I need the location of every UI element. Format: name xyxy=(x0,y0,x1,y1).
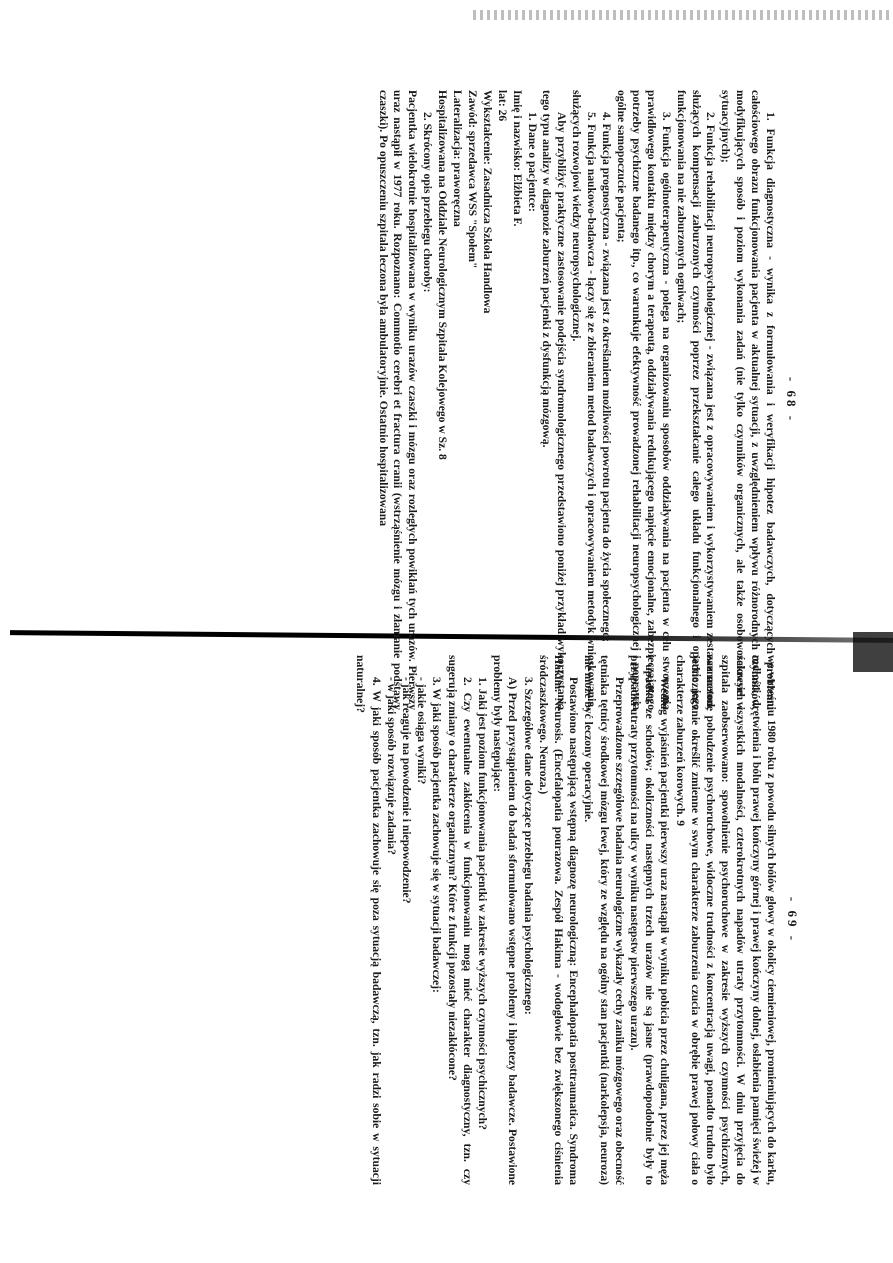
paragraph: Postawiono następującą wstępną diagnozę neurologiczną: Encephalopatia posttraumatica. Syndroma Hakim. Neurosis. (Encefalopatia pourazowa. Zespół Hakima - wodogłowie bez zwiększonego ciśnienia śródczaszkowego. Neuroza.) xyxy=(536,655,581,1185)
paragraph: 1. Funkcja diagnostyczna - wynika z formułowania i weryfikacji hipotez badawczych, dotyczących problemu całościowego obrazu funkcjonowania pacjenta w aktualnej sytuacji, z uwzględnieniem wpływu różnorodnych czynników, modyfikujących sposób i poziom wykonania zadań (nie tylko czynników organicznych, ale także osobowościowych i sytuacyjnych); xyxy=(719,90,778,710)
paragraph: 3. Funkcja ogólnoterapeutyczna - polega na organizowaniu sposobów oddziaływania na pacjenta w celu stworzenia prawidłowego kontaktu między chorym a terapeutą, oddziaływania redukującego napięcie emocjonalne, zabezpieczającego potrzeby psychiczne badanego itp., co warunkuje efektywność prowadzonej rehabilitacji neuropsychologicznej i poprawia ogólne samopoczucie pacjenta; xyxy=(615,90,673,710)
paragraph: Hospitalizowana na Oddziale Neurologicznym Szpitala Kolejowego w Sz. 8 xyxy=(436,90,450,460)
paragraph: 2. Funkcja rehabilitacji neuropsychologicznej - związana jest z opracowywaniem i wykorzystywaniem zestawu metod, służących kompensacji zaburzonych czynności poprzez przekształcanie całego układu funkcjonalnego i oparcie jego funkcjonowania na nie zaburzonych ogniwach; xyxy=(674,90,718,710)
paragraph: Aby przybliżyć praktyczne zastosowanie podejścia syndromologicznego przedstawiono poniżej przykład wykorzystania tego typu analizy w diagnozie zaburzeń pacjenki z dysfunkcją mózgową. xyxy=(540,90,569,710)
paragraph: - w jaki sposób rozwiązuje zadania? xyxy=(384,677,398,855)
scan-edge-right xyxy=(853,632,893,672)
paragraph: 4. Funkcja prognostyczna - związana jest z określaniem możliwości powrotu pacjenta do życia społecznego; xyxy=(600,112,614,643)
page-number: - 69 - xyxy=(785,896,800,944)
paragraph: Zawód: sprzedawca WSS "Społem" xyxy=(465,90,479,269)
paragraph: Imię i nazwisko: Elżbieta F. xyxy=(510,90,524,227)
paragraph: A) Przed przystąpieniem do badań sformułowano wstępne problemy i hipotezy badawcze. Postawione problemy były następujące: xyxy=(491,655,520,1185)
page-68-paragraphs xyxy=(375,90,777,710)
paragraph: 5. Funkcja naukowo-badawcza - łączy się ze zbieraniem metod badawczych i opracowywaniem metodyk wnioskowania, służących rozwojowi wiedzy neuropsychologicznej. xyxy=(570,90,599,710)
paragraph: 2. Czy ewentualne zakłócenia w funkcjonowaniu mogą mieć charakter diagnostyczny, tzn. czy sugerują zmiany o charakterze organicznym? Które z funkcji pozostały niezakłócone? xyxy=(445,655,474,1185)
paragraph: we wrześniu 1980 roku z powodu silnych bólów głowy w okolicy ciemieniowej, promieniujących do karku, mdłości, drętwienia i bólu prawej kończyny górnej i prawej kończyny dolnej, osłabienia pamięci świeżej w zakresie wszystkich modalności, czterokrotnych napadów utraty przytomności. W dniu przyjęcia do szpitala zaobserwowano: spowolnienie psychoruchowe w zakresie wyższych czynności psychicznych, zaznaczone pobudzenie psychoruchowe, widoczne trudności z koncentracją uwagi, ponadto trudno było jednoznacznie określić zmienne w swym charakterze zaburzenia czucia w obrębie prawej połowy ciała o charakterze zaburzeń korowych. 9 xyxy=(673,655,778,1185)
paragraph: 4. W jaki sposób pacjentka zachowuje się poza sytuacją badawczą, tzn. jak radzi sobie w sytuacji naturalnej? xyxy=(354,655,383,1185)
paragraph: 3. W jaki sposób pacjentka zachowuje się w sytuacji badawczej: xyxy=(430,677,444,993)
paragraph: 3. Szczegółowe dane dotyczące przebiegu badania psychologicznego: xyxy=(521,677,535,1015)
scan-noise-top xyxy=(473,10,893,20)
paragraph: Wykształcenie: Zasadnicza Szkoła Handlowa xyxy=(480,90,494,314)
paragraph: lat: 26 xyxy=(495,90,509,122)
paragraph: Przeprowadzone szczegółowe badania neurologiczne wykazały cechy zaniku mózgowego oraz obecność tętniaka tętnicy środkowej mózgu lewej, który ze względu na ogólny stan pacjentki (narkolepsja, neuroza) nie może być leczony operacyjnie. xyxy=(582,655,626,1186)
paragraph: - jak reaguje na powodzenie i niepowodzenie? xyxy=(399,677,413,904)
page-69-content xyxy=(200,655,800,1185)
paragraph: Według wyjaśnień pacjentki pierwszy uraz nastąpił w wyniku pobicia przez chuligana, przez jej męża i upadku ze schodów; okoliczności następnych trzech urazów nie są jasne (prawdopodobnie były to przypadki utraty przytomności na ulicy w wyniku następstw pierwszego urazu). xyxy=(627,655,672,1185)
paragraph: 1. Dane o pacjentce: xyxy=(525,112,539,212)
paragraph: 1. Jaki jest poziom funkcjonowania pacjentki w zakresie wyższych czynności psychicznych? xyxy=(475,677,489,1130)
paragraph: Lateralizacja: praworęczna xyxy=(451,90,465,227)
paragraph: Pacjentka wielokrotnie hospitalizowana w wyniku urazów czaszki i mózgu oraz rozległych powikłań tych urazów. Pierwszy uraz nastąpił w 1977 roku. Rozpoznano: Commotio cerebri et fractura cranii (wstrząśnienie mózgu i złamanie podstawy czaszki). Po opuszczeniu szpitala leczona była ambulatoryjnie. Ostatnio hospitalizowana xyxy=(376,90,420,710)
page-number: - 68 - xyxy=(784,376,799,424)
page-69-paragraphs xyxy=(353,655,779,1185)
paragraph: 2. Skrócony opis przebiegu choroby: xyxy=(421,112,435,293)
page-68-content xyxy=(328,90,798,710)
paragraph: - jakie osiąga wyniki? xyxy=(415,677,429,785)
